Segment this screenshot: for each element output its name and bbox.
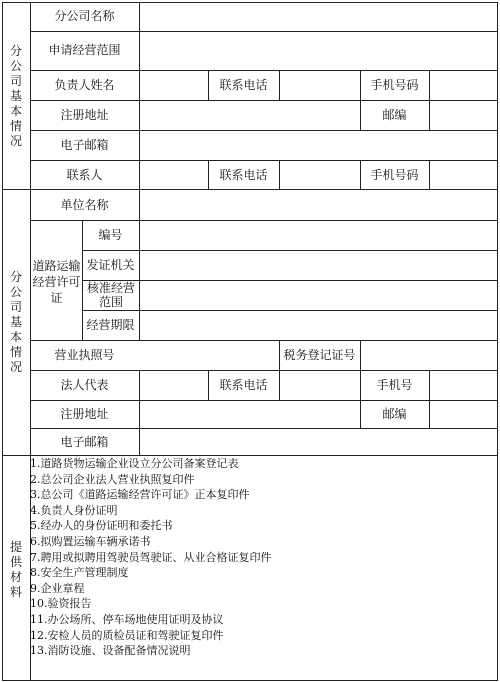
label-issuing-authority: 发证机关 [86,258,135,272]
label-permit-group: 道路运输经营许可证 [32,259,81,305]
column-divider [279,160,280,189]
label-tax-reg-no: 税务登记证号 [283,348,356,362]
label-phone: 联系电话 [219,78,268,92]
list-item: 10.验资报告 [30,597,92,611]
section1-title: 分 公 司 基 本 情 况 [9,44,22,148]
label-mobile: 手机号码 [370,78,419,92]
row-divider [82,280,498,281]
label-unit-name: 单位名称 [60,198,109,212]
row-divider [30,70,498,71]
label-legal-rep: 法人代表 [60,378,109,392]
row-divider [30,220,498,221]
label-permit-no: 编号 [98,228,123,242]
list-item: 8.安全生产管理制度 [30,566,129,580]
label-branch-name: 分公司名称 [54,9,115,23]
column-divider [139,189,140,220]
column-divider [139,220,140,340]
label-email: 电子邮箱 [60,138,109,152]
label-phone: 联系电话 [219,378,268,392]
column-divider [429,400,430,428]
label-postcode: 邮编 [382,108,407,122]
row-divider [30,31,498,32]
list-item: 2.总公司企业法人营业执照复印件 [30,472,195,486]
column-divider [429,370,430,400]
column-divider [429,160,430,189]
column-divider [279,70,280,100]
list-item: 9.企业章程 [30,581,85,595]
column-divider [279,370,280,400]
table-border-left [2,2,3,681]
row-divider [30,370,498,371]
column-divider [429,100,430,130]
label-reg-address: 注册地址 [60,108,109,122]
label-reg-address: 注册地址 [60,407,109,421]
label-validity: 经营期限 [86,318,135,332]
table-border-top [2,2,498,3]
list-item: 12.安检人员的质检员证和驾驶证复印件 [30,628,224,642]
row-divider [30,428,498,429]
column-divider [139,160,140,189]
row-divider [82,310,498,311]
column-divider [360,340,361,370]
label-phone: 联系电话 [219,168,268,182]
list-item: 6.拟购置运输车辆承诺书 [30,534,151,548]
row-divider [30,400,498,401]
list-item: 4.负责人身份证明 [30,503,118,517]
list-item: 5.经办人的身份证明和委托书 [30,519,173,533]
list-item: 7.聘用或拟聘用驾驶员驾驶证、从业合格证复印件 [30,550,272,564]
row-divider [30,160,498,161]
column-divider [139,100,140,130]
column-divider [429,70,430,100]
list-item: 13.消防设施、设备配备情况说明 [30,644,191,658]
label-mobile: 手机号 [376,378,413,392]
materials-list [30,456,498,659]
column-divider [139,370,140,455]
column-divider [139,2,140,70]
row-divider [30,340,498,341]
section2-title: 分 公 司 基 本 情 况 [9,270,22,374]
label-postcode: 邮编 [382,407,407,421]
label-business-scope: 申请经营范围 [48,43,121,57]
row-divider [82,250,498,251]
column-divider [139,130,140,160]
label-manager-name: 负责人姓名 [54,78,115,92]
list-item: 1.道路货物运输企业设立分公司备案登记表 [30,457,239,470]
label-contact: 联系人 [66,168,103,182]
column-divider [139,70,140,100]
list-item: 3.总公司《道路运输经营许可证》正本复印件 [30,488,250,502]
row-divider [30,130,498,131]
list-item: 11.办公场所、停车场地使用证明及协议 [30,612,224,626]
section-divider [2,189,498,190]
label-email: 电子邮箱 [60,435,109,449]
table-border-bottom [2,680,498,681]
label-business-license-no: 营业执照号 [54,348,115,362]
row-divider [30,100,498,101]
section3-title: 提 供 材 料 [9,540,22,599]
label-mobile: 手机号码 [370,168,419,182]
label-approved-scope: 核准经营范围 [86,281,135,309]
